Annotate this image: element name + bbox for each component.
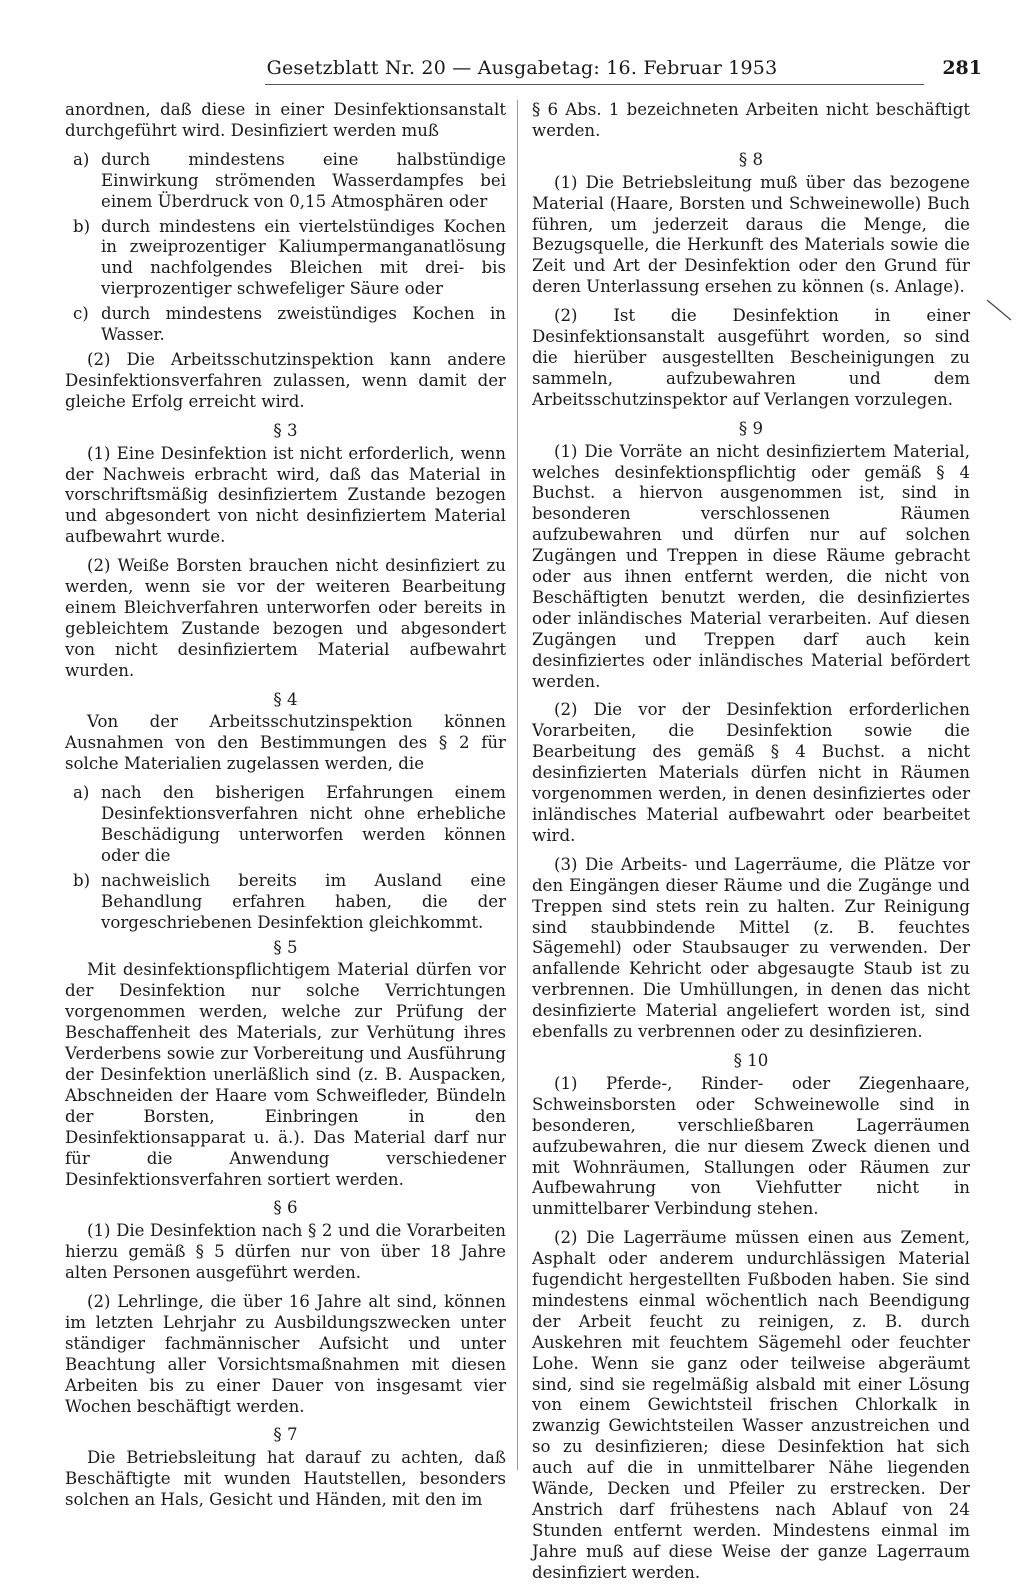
paragraph-3-1: (1) Eine Desinfektion ist nicht erforderlich, wenn der Nachweis erbracht wird, daß das Material in vorschriftsmäßig desinfiziertem Zustande bezogen und abgesondert von nicht desinfiziertem Material aufbewahrt wurde. <box>65 443 506 547</box>
list-label: b) <box>73 870 91 890</box>
left-column <box>65 100 506 1519</box>
paragraph-continued: § 6 Abs. 1 bezeichneten Arbeiten nicht beschäftigt werden. <box>532 100 970 140</box>
list-label: a) <box>73 149 90 169</box>
list-label: b) <box>73 216 91 236</box>
paragraph-8-1: (1) Die Betriebsleitung muß über das bezogene Material (Haare, Borsten und Schweinewolle) Buch führen, um jederzeit daraus die Menge, die Bezugsquelle, die Herkunft des Materials sowie die Zeit und Art der Desinfektion oder den Grund für deren Unterlassung ersehen zu können (s. Anlage). <box>532 172 970 297</box>
section-heading-5: § 5 <box>273 937 298 957</box>
margin-pencil-mark <box>985 298 1015 322</box>
list-text: durch mindestens eine halbstündige Einwirkung strömenden Wasserdampfes bei einem Überdruck von 0,15 Atmosphären oder <box>101 149 506 211</box>
section-heading-6: § 6 <box>273 1198 298 1218</box>
section-heading-10: § 10 <box>733 1050 769 1070</box>
paragraph-10-2: (2) Die Lagerräume müssen einen aus Zement, Asphalt oder anderem undurchlässigen Material fugendicht hergestellten Fußboden haben. Sie sind mindestens einmal wöchentlich nach Beendigung der Arbeit feucht zu reinigen, z. B. durch Auskehren mit feuchtem Sägemehl oder feuchter Lohe. Wenn sie ganz oder teilweise abgeräumt sind, sind sie regelmäßig alsbald mit einer Lösung von einem Gewichtsteil frischen Chlorkalk in zwanzig Gewichtsteilen Wasser anzustreichen und so zu desinfizieren; diese Desinfektion hat sich auch auf die in unmittelbarer Nähe liegenden Wände, Decken und Pfeiler zu erstrecken. Der Anstrich darf frühestens nach Ablauf von 24 Stunden entfernt werden. Mindestens einmal im Jahre muß auf diese Weise der ganze Lagerraum desinfiziert werden. <box>532 1228 970 1582</box>
paragraph-3-2: (2) Weiße Borsten brauchen nicht desinfiziert zu werden, wenn sie vor der weiteren Bearbeitung einem Bleichverfahren unterworfen oder bereits in gebleichtem Zustande bezogen und abgesondert von nicht desinfiziertem Material aufbewahrt wurden. <box>65 556 506 680</box>
paragraph-4: Von der Arbeitsschutzinspektion können Ausnahmen von den Bestimmungen des § 2 für solche Materialien zugelassen werden, die <box>65 712 506 774</box>
paragraph-intro: anordnen, daß diese in einer Desinfektionsanstalt durchgeführt wird. Desinfiziert werden muß <box>65 100 506 140</box>
list-item <box>65 217 506 301</box>
section-heading-8: § 8 <box>738 149 764 169</box>
page-header <box>60 54 984 84</box>
list-text: nach den bisherigen Erfahrungen einem Desinfektionsverfahren nicht ohne erhebliche Beschädigung unterworfen werden können oder die <box>101 783 506 865</box>
right-column <box>532 100 970 1592</box>
paragraph-2-2: (2) Die Arbeitsschutzinspektion kann andere Desinfektionsverfahren zulassen, wenn damit der gleiche Erfolg erreicht wird. <box>65 349 506 411</box>
list-text: durch mindestens zweistündiges Kochen in Wasser. <box>101 304 506 345</box>
list-item <box>65 783 506 867</box>
page-number: 281 <box>942 57 982 79</box>
paragraph-6-1: (1) Die Desinfektion nach § 2 und die Vorarbeiten hierzu gemäß § 5 dürfen nur von über 18 Jahre alten Personen ausgeführt werden. <box>65 1221 506 1283</box>
paragraph-8-2: (2) Ist die Desinfektion in einer Desinfektionsanstalt ausgeführt worden, so sind die hierüber ausgestellten Bescheinigungen zu sammeln, aufzubewahren und dem Arbeitsschutzinspektor auf Verlangen vorzulegen. <box>532 306 970 409</box>
list-text: durch mindestens ein viertelstündiges Kochen in zweiprozentiger Kaliumpermanganatlösung und nachfolgendes Bleichen mit drei- bis vierprozentiger schwefeliger Säure oder <box>101 216 506 299</box>
header-title: Gesetzblatt Nr. 20 — Ausgabetag: 16. Februar 1953 <box>266 57 778 79</box>
list-text: nachweislich bereits im Ausland eine Behandlung erfahren haben, die der vorgeschriebenen Desinfektion gleichkommt. <box>101 870 506 932</box>
section-heading-3: § 3 <box>273 420 298 440</box>
paragraph-7: Die Betriebsleitung hat darauf zu achten, daß Beschäftigte mit wunden Hautstellen, besonders solchen an Hals, Gesicht und Händen, mit den im <box>65 1448 506 1510</box>
header-rule <box>265 84 924 85</box>
list-item <box>65 150 506 213</box>
list-label: a) <box>73 783 90 803</box>
paragraph-9-1: (1) Die Vorräte an nicht desinfiziertem Material, welches desinfektionspflichtig oder gemäß § 4 Buchst. a hiervon ausgenommen ist, sind in besonderen verschlossenen Räumen aufzubewahren und dürfen nur auf solchen Zugängen und Treppen in diese Räume gebracht oder aus ihnen entfernt werden, die nicht von Beschäftigten benutzt werden, die desinfiziertes oder inländisches Material verarbeiten. Auf diesen Zugängen und Treppen darf auch kein desinfiziertes oder inländisches Material befördert werden. <box>532 441 970 691</box>
paragraph-5: Mit desinfektionspflichtigem Material dürfen vor der Desinfektion nur solche Verrichtungen vorgenommen werden, welche zur Prüfung der Beschaffenheit des Materials, zur Verhütung ihres Verderbens sowie zur Vorbereitung und Ausführung der Desinfektion unerläßlich sind (z. B. Auspacken, Abschneiden der Haare vom Schweifleder, Bündeln der Borsten, Einbringen in den Desinfektionsapparat u. ä.). Das Material darf nur für die Anwendung verschiedener Desinfektionsverfahren sortiert werden. <box>65 960 506 1189</box>
paragraph-10-1: (1) Pferde-, Rinder- oder Ziegenhaare, Schweinsborsten oder Schweinewolle sind in besonderen, verschließbaren Lagerräumen aufzubewahren, die nur diesem Zweck dienen und mit Wohnräumen, Stallungen oder Räumen zur Aufbewahrung von Viehfutter nicht in unmittelbarer Verbindung stehen. <box>532 1073 970 1219</box>
column-divider <box>517 100 518 1470</box>
paragraph-9-3: (3) Die Arbeits- und Lagerräume, die Plätze vor den Eingängen dieser Räume und die Zugänge und Treppen sind stets rein zu halten. Zur Reinigung sind staubbindende Mittel (z. B. feuchtes Sägemehl) oder Staubsauger zu verwenden. Der anfallende Kehricht oder abgesaugte Staub ist zu verbrennen. Die Umhüllungen, in denen das nicht desinfizierte Material angeliefert worden ist, sind ebenfalls zu verbrennen oder zu desinfizieren. <box>532 854 970 1042</box>
section-heading-7: § 7 <box>273 1425 298 1445</box>
list-item <box>65 304 506 346</box>
paragraph-9-2: (2) Die vor der Desinfektion erforderlichen Vorarbeiten, die Desinfektion sowie die Bearbeitung des gemäß § 4 Buchst. a nicht desinfizierten Materials dürfen nicht in Räumen vorgenommen werden, in denen desinfiziertes oder inländisches Material aufbewahrt oder bearbeitet wird. <box>532 700 970 845</box>
section-heading-9: § 9 <box>738 418 764 438</box>
section-heading-4: § 4 <box>273 689 298 709</box>
list-label: c) <box>73 304 89 324</box>
paragraph-6-2: (2) Lehrlinge, die über 16 Jahre alt sind, können im letzten Lehrjahr zu Ausbildungszwecken unter ständiger fachmännischer Aufsicht und unter Beachtung aller Vorsichtsmaßnahmen mit diesen Arbeiten bis zu einer Dauer von insgesamt vier Wochen beschäftigt werden. <box>65 1292 506 1416</box>
list-item <box>65 871 506 934</box>
